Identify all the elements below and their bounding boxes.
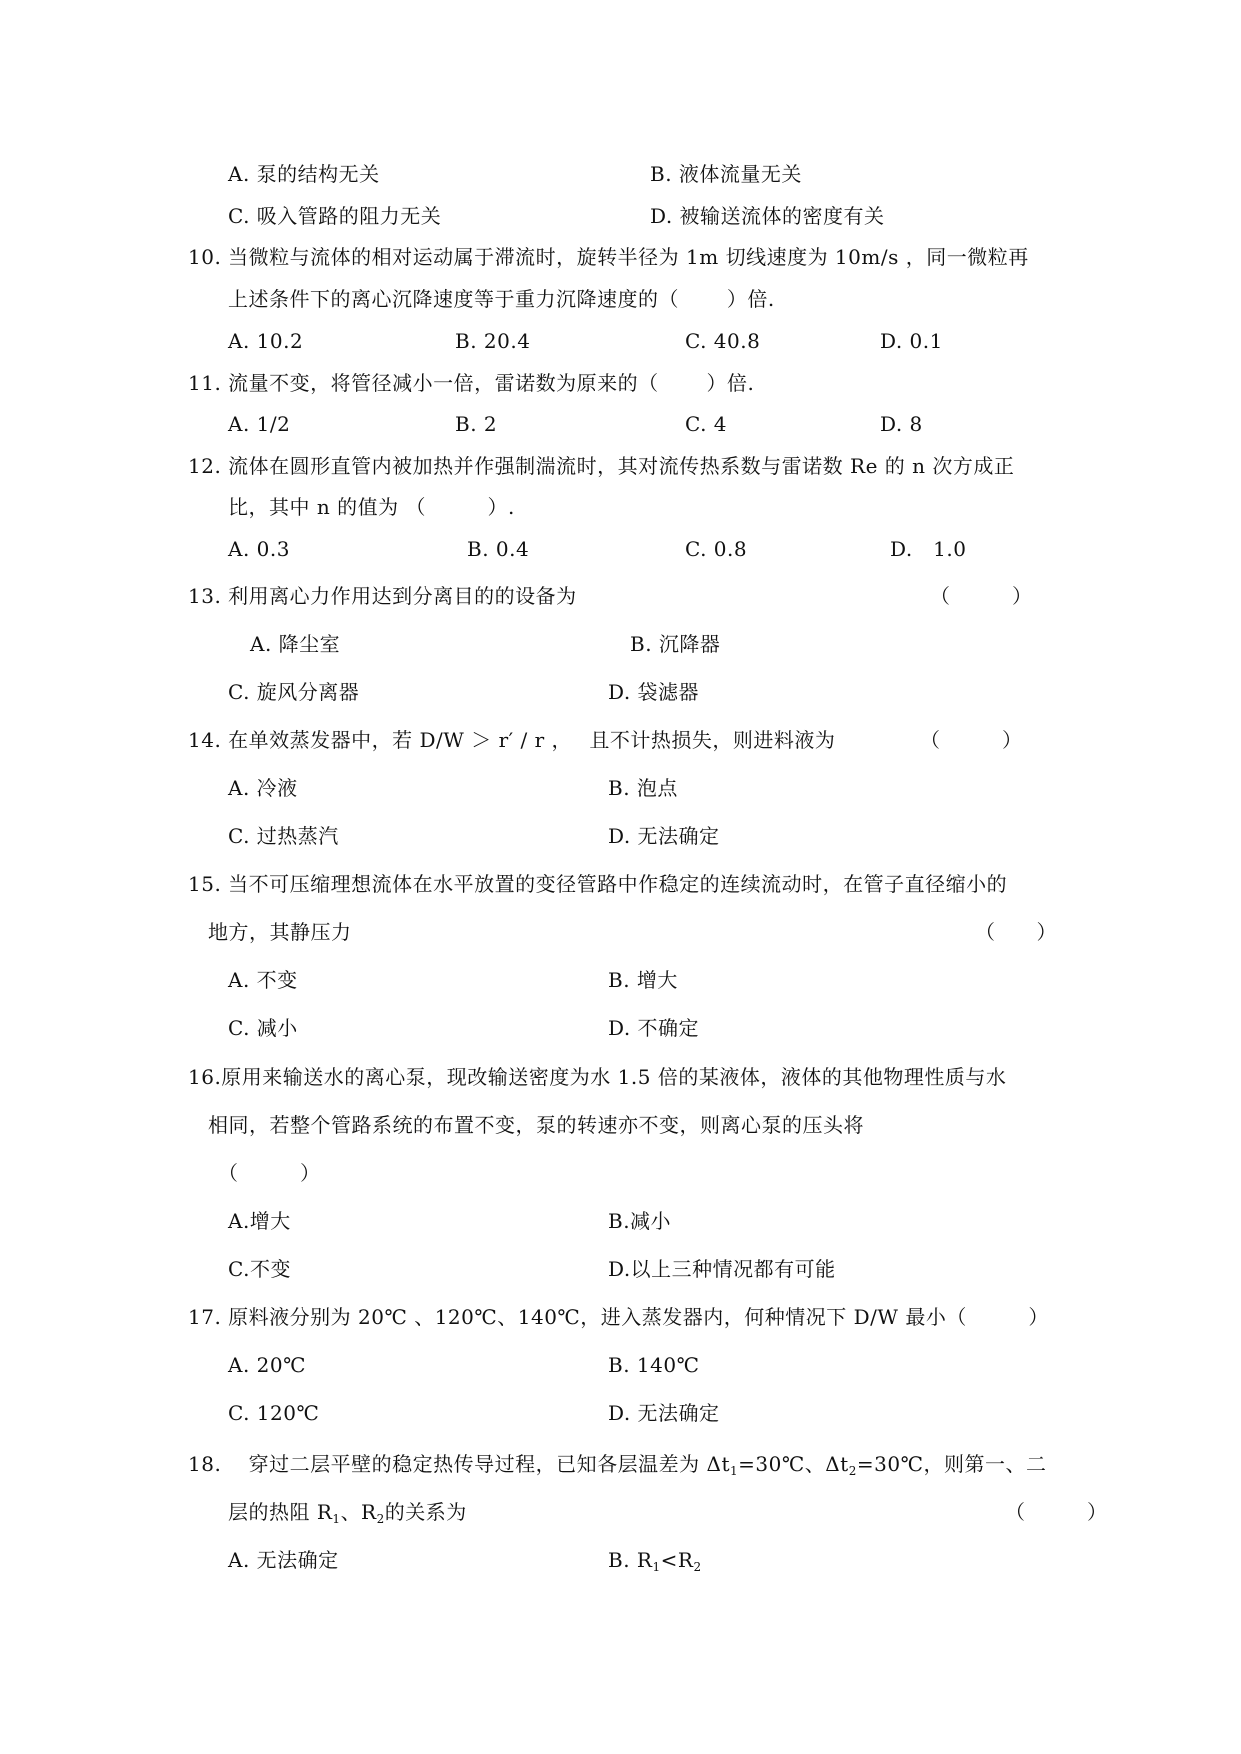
q18-option-b-part1: B. R	[608, 1548, 653, 1572]
q10-text-line1: 10. 当微粒与流体的相对运动属于滞流时，旋转半径为 1m 切线速度为 10m/s ，同一微粒再	[188, 245, 1029, 269]
q18-line2-part2: 、R	[340, 1500, 377, 1524]
q18-subscript-1: 1	[730, 1464, 739, 1478]
q12-option-c: C. 0.8	[685, 537, 748, 561]
q16-option-c: C.不变	[228, 1257, 291, 1281]
q17-option-b: B. 140℃	[608, 1353, 700, 1377]
q12-text-line2: 比，其中 n 的值为 （ ）.	[228, 495, 515, 519]
q14-text-line1: 14. 在单效蒸发器中，若 D/W ＞ r′ / r ， 且不计热损失，则进料液为	[188, 728, 836, 752]
q18-line2-part3: 的关系为	[384, 1500, 467, 1524]
q12-option-d: D. 1.0	[890, 537, 967, 561]
q10-text-line2: 上述条件下的离心沉降速度等于重力沉降速度的（ ）倍.	[228, 287, 775, 311]
q13-answer-blank: （ ）	[930, 584, 1033, 608]
q15-option-b: B. 增大	[608, 968, 678, 992]
q18-subscript-2: 2	[848, 1464, 857, 1478]
q17-option-c: C. 120℃	[228, 1401, 320, 1425]
q14-option-b: B. 泡点	[608, 776, 678, 800]
q9-option-a: A. 泵的结构无关	[228, 162, 380, 186]
q11-option-c: C. 4	[685, 412, 728, 436]
q18-subscript-3: 1	[332, 1512, 341, 1526]
q13-option-d: D. 袋滤器	[608, 680, 700, 704]
q16-option-d: D.以上三种情况都有可能	[608, 1257, 836, 1281]
q11-option-d: D. 8	[880, 412, 923, 436]
q9-option-b: B. 液体流量无关	[650, 162, 802, 186]
q15-text-line1: 15. 当不可压缩理想流体在水平放置的变径管路中作稳定的连续流动时，在管子直径缩小的	[188, 872, 1008, 896]
q18-option-b-subscript-2: 2	[693, 1560, 702, 1574]
q18-option-a: A. 无法确定	[228, 1548, 339, 1572]
q18-line1-part3: =30℃，则第一、二	[856, 1452, 1047, 1476]
q10-option-a: A. 10.2	[228, 329, 304, 353]
q16-option-b: B.减小	[608, 1209, 672, 1233]
q18-text-line1	[188, 1451, 1046, 1484]
q17-text-line1: 17. 原料液分别为 20℃ 、120℃、140℃，进入蒸发器内，何种情况下 D/W 最小（ ）	[188, 1305, 1049, 1329]
q18-option-b	[608, 1547, 702, 1580]
q15-option-a: A. 不变	[228, 968, 298, 992]
q14-option-d: D. 无法确定	[608, 824, 720, 848]
q18-option-b-subscript-1: 1	[652, 1560, 661, 1574]
q11-option-b: B. 2	[455, 412, 498, 436]
q12-text-line1: 12. 流体在圆形直管内被加热并作强制湍流时，其对流传热系数与雷诺数 Re 的 n 次方成正	[188, 454, 1015, 478]
q18-text-line2	[228, 1499, 467, 1532]
q16-option-a: A.增大	[228, 1209, 291, 1233]
q18-line1-part2: =30℃、Δt	[738, 1452, 849, 1476]
q15-option-c: C. 减小	[228, 1016, 298, 1040]
q14-answer-blank: （ ）	[920, 728, 1023, 752]
q11-option-a: A. 1/2	[228, 412, 291, 436]
q14-option-a: A. 冷液	[228, 776, 298, 800]
q17-option-a: A. 20℃	[228, 1353, 306, 1377]
q16-text-line2: 相同，若整个管路系统的布置不变，泵的转速亦不变，则离心泵的压头将	[208, 1113, 864, 1137]
q13-option-b: B. 沉降器	[630, 632, 721, 656]
q13-text-line1: 13. 利用离心力作用达到分离目的的设备为	[188, 584, 577, 608]
q17-option-d: D. 无法确定	[608, 1401, 720, 1425]
q15-option-d: D. 不确定	[608, 1016, 700, 1040]
q18-line2-part1: 层的热阻 R	[228, 1500, 333, 1524]
q10-option-b: B. 20.4	[455, 329, 531, 353]
q18-option-b-part2: <R	[660, 1548, 694, 1572]
q13-option-c: C. 旋风分离器	[228, 680, 360, 704]
q15-answer-blank: （ ）	[975, 920, 1057, 944]
q9-option-d: D. 被输送流体的密度有关	[650, 204, 885, 228]
q9-option-c: C. 吸入管路的阻力无关	[228, 204, 442, 228]
q15-text-line2: 地方，其静压力	[208, 920, 352, 944]
q13-option-a: A. 降尘室	[250, 632, 341, 656]
q16-text-line1: 16.原用来输送水的离心泵，现改输送密度为水 1.5 倍的某液体，液体的其他物理性质与水	[188, 1065, 1007, 1089]
q12-option-a: A. 0.3	[228, 537, 290, 561]
q12-option-b: B. 0.4	[467, 537, 530, 561]
q18-subscript-4: 2	[376, 1512, 385, 1526]
q14-option-c: C. 过热蒸汽	[228, 824, 339, 848]
q18-line1-part1: 18. 穿过二层平壁的稳定热传导过程，已知各层温差为 Δt	[188, 1452, 731, 1476]
q18-answer-blank: （ ）	[1005, 1500, 1108, 1524]
q10-option-d: D. 0.1	[880, 329, 943, 353]
q11-text-line1: 11. 流量不变，将管径减小一倍，雷诺数为原来的（ ）倍.	[188, 371, 755, 395]
q10-option-c: C. 40.8	[685, 329, 761, 353]
q16-answer-blank: （ ）	[218, 1161, 321, 1185]
